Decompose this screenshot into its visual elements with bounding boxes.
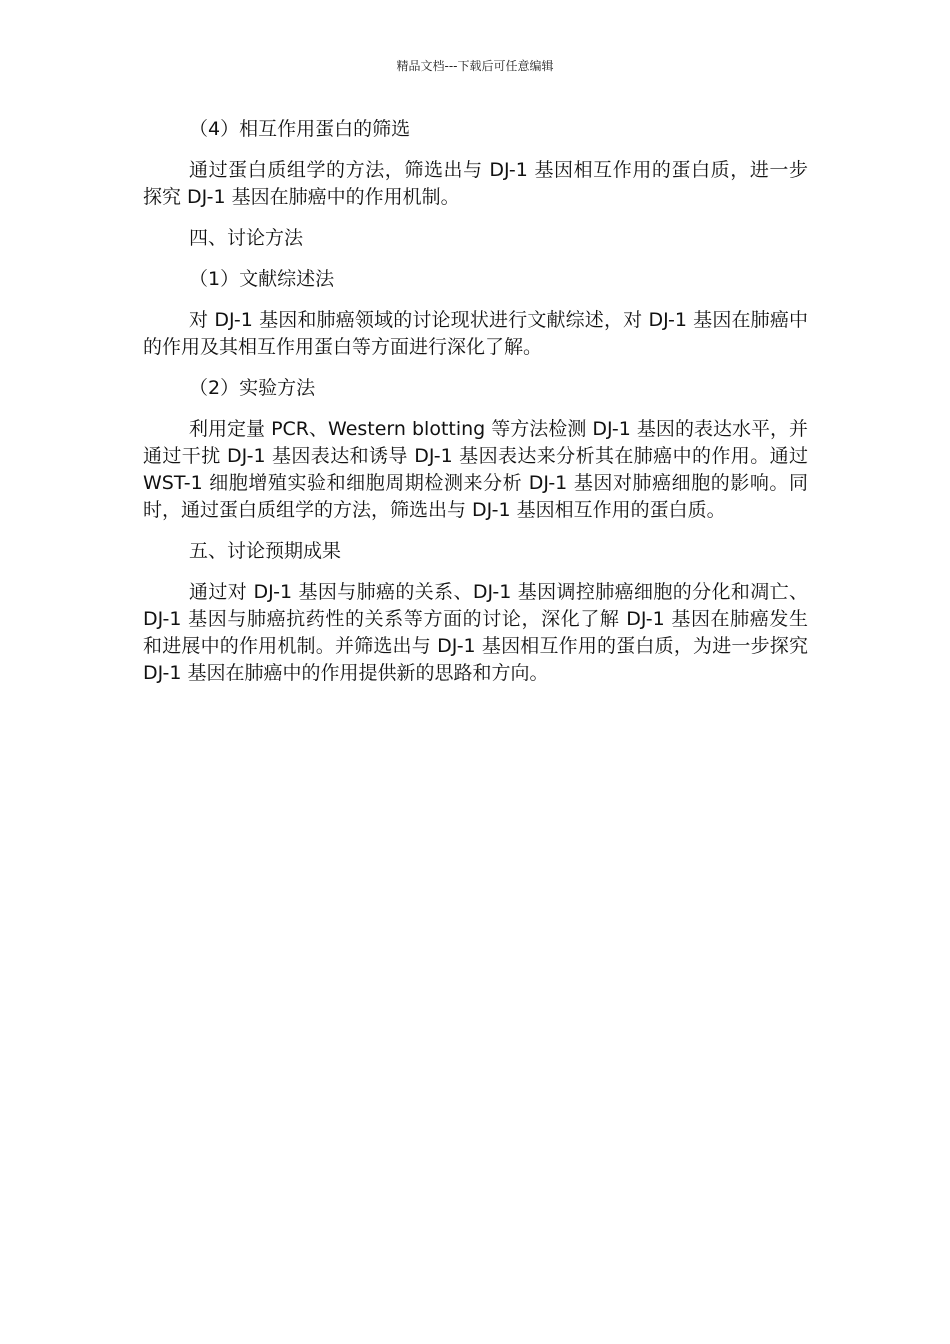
subheading-interaction-protein-screening: （4）相互作用蛋白的筛选 [189, 118, 411, 140]
paragraph-expected-results: 通过对 DJ-1 基因与肺癌的关系、DJ-1 基因调控肺癌细胞的分化和凋亡、DJ-1 基因与肺癌抗药性的关系等方面的讨论，深化了解 DJ-1 基因在肺癌发生和进展中的作用机制。并筛选出与 DJ-1 基因相互作用的蛋白质，为进一步探究 DJ-1 基因在肺癌中的作用提供新的思路和方向。 [143, 581, 808, 684]
document-body [143, 116, 808, 687]
page-header: 精品文档---下载后可任意编辑 [396, 59, 554, 73]
paragraph-literature-review: 对 DJ-1 基因和肺癌领域的讨论现状进行文献综述，对 DJ-1 基因在肺癌中的作用及其相互作用蛋白等方面进行深化了解。 [143, 309, 808, 358]
section-heading-methods: 四、讨论方法 [189, 227, 304, 249]
subheading-experimental-methods: （2）实验方法 [189, 377, 316, 399]
section-heading-expected-results: 五、讨论预期成果 [189, 540, 342, 562]
paragraph-protein-screening: 通过蛋白质组学的方法，筛选出与 DJ-1 基因相互作用的蛋白质，进一步探究 DJ-1 基因在肺癌中的作用机制。 [143, 159, 808, 208]
paragraph-experimental-methods: 利用定量 PCR、Western blotting 等方法检测 DJ-1 基因的表达水平，并通过干扰 DJ-1 基因表达和诱导 DJ-1 基因表达来分析其在肺癌中的作用。通过 WST-1 细胞增殖实验和细胞周期检测来分析 DJ-1 基因对肺癌细胞的影响。同时，通过蛋白质组学的方法，筛选出与 DJ-1 基因相互作用的蛋白质。 [143, 418, 808, 521]
subheading-literature-review: （1）文献综述法 [189, 268, 335, 290]
